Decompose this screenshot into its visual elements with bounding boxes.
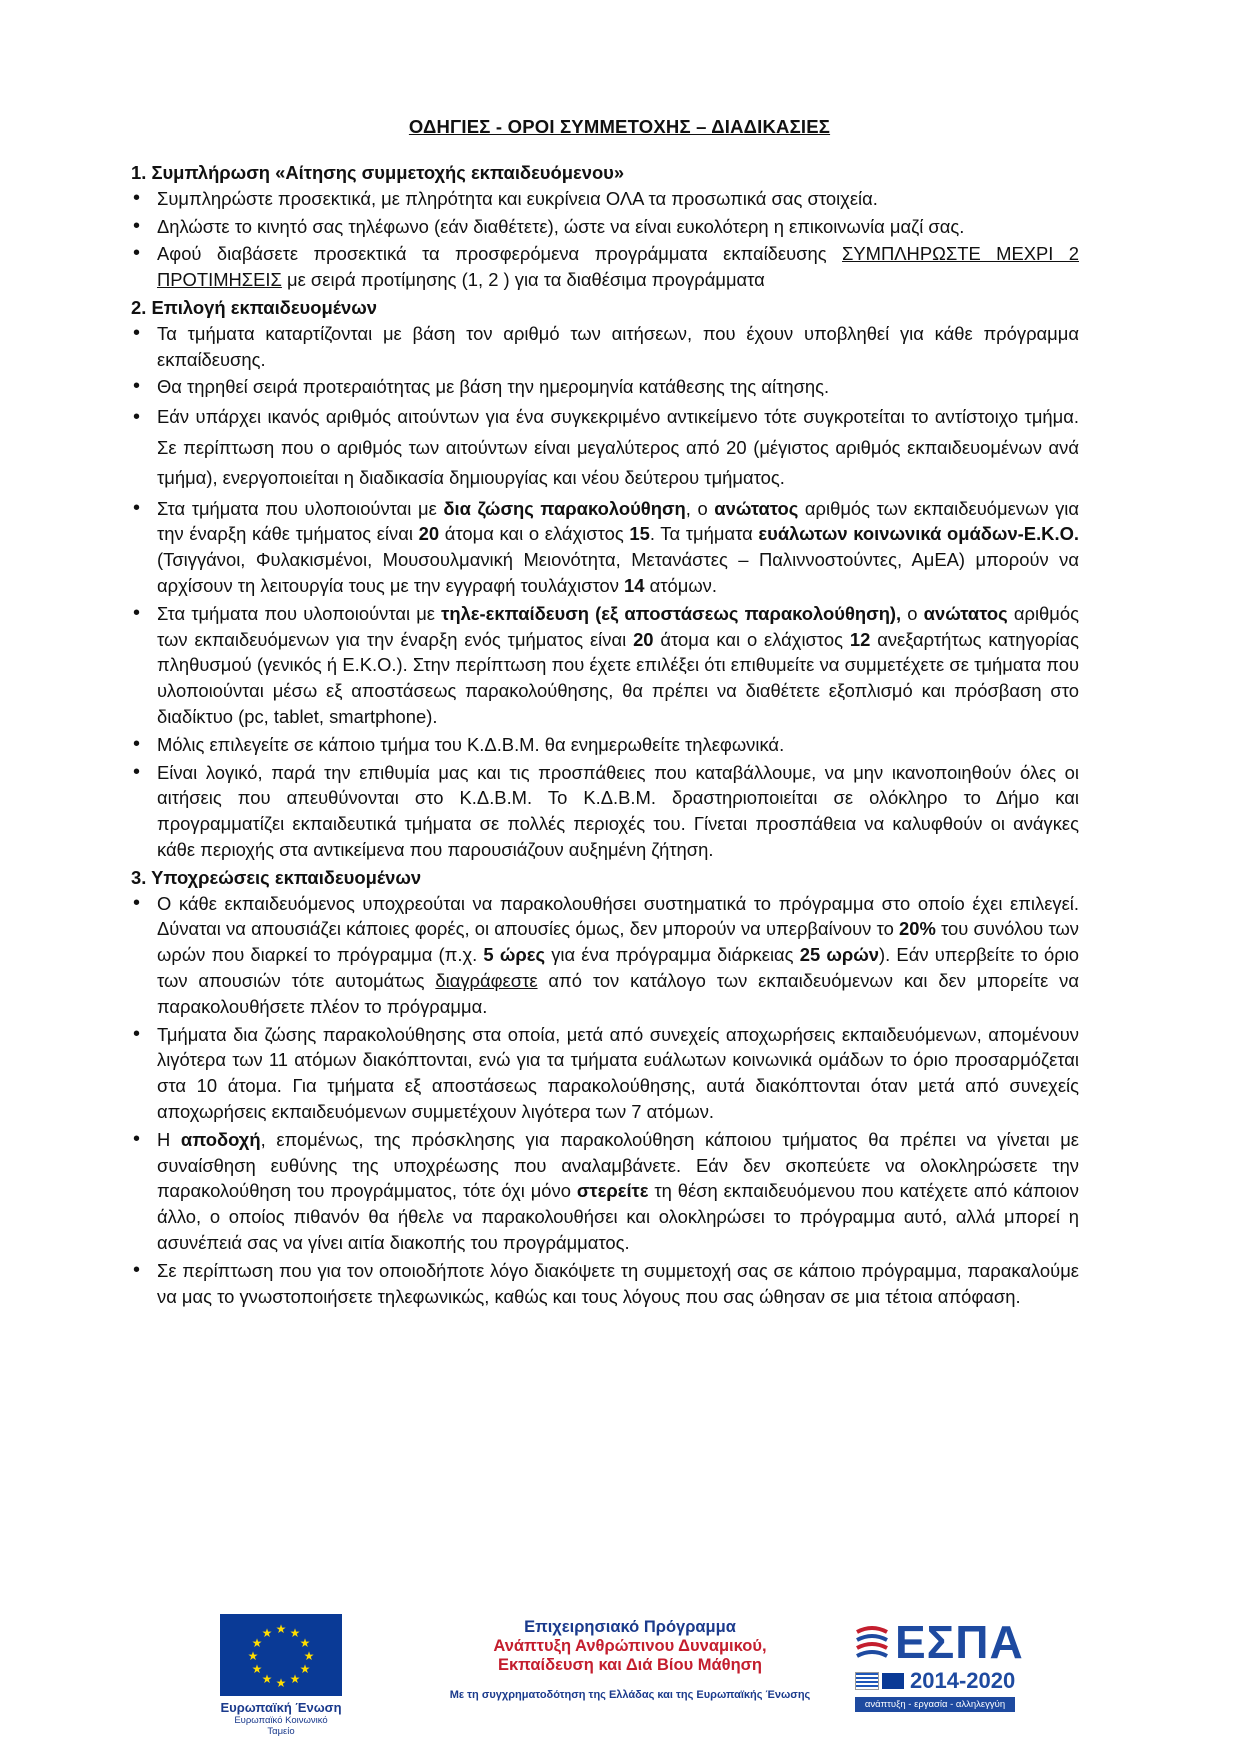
op-cofunding-note: Με τη συγχρηματοδότηση της Ελλάδας και της Ευρωπαϊκής Ένωσης <box>449 1689 811 1701</box>
greek-flag-icon <box>855 1672 879 1690</box>
svg-text:★: ★ <box>299 1636 311 1650</box>
list-item: • Ο κάθε εκπαιδευόμενος υποχρεούται να παρακολουθήσει συστηματικά το πρόγραμμα στο οποίο έχει επιλεγεί. Δύναται να απουσιάζει κάποιες φορές, οι απουσίες όμως, δεν μπορούν να υπερβαίνουν το 20% του συνόλου των ωρών που διαρκεί το πρόγραμμα (π.χ. 5 ώρες για ένα πρόγραμμα διάρκειας 25 ωρών). Εάν υπερβείτε το όριο των απουσιών τότε αυτομάτως διαγράφεστε από τον κατάλογο των εκπαιδευόμενων και δεν μπορείτε να παρακολουθήσετε πλέον το πρόγραμμα. <box>131 891 1079 1020</box>
op-line-1: Επιχειρησιακό Πρόγραμμα <box>524 1618 736 1636</box>
svg-text:★: ★ <box>275 1622 287 1636</box>
espa-tagline: ανάπτυξη - εργασία - αλληλεγγύη <box>855 1697 1015 1712</box>
espa-logo <box>855 1618 1025 1712</box>
svg-text:★: ★ <box>303 1649 315 1663</box>
list-item: • Στα τμήματα που υλοποιούνται με δια ζώσης παρακολούθηση, ο ανώτατος αριθμός των εκπαιδευόμενων για την έναρξη κάθε τμήματος είναι 20 άτομα και ο ελάχιστος 15. Τα τμήματα ευάλωτων κοινωνικά ομάδων-Ε.Κ.Ο. (Τσιγγάνοι, Φυλακισμένοι, Μουσουλμανική Μειονότητα, Μετανάστες – Παλιννοστούντες, ΑμΕΑ) μπορούν να αρχίσουν τη λειτουργία τους με την εγγραφή τουλάχιστον 14 ατόμων. <box>131 496 1079 599</box>
svg-text:★: ★ <box>289 1626 301 1640</box>
svg-text:★: ★ <box>299 1662 311 1676</box>
section-3-heading: 3. Υποχρεώσεις εκπαιδευομένων <box>131 866 422 888</box>
document-body <box>131 160 1079 1311</box>
svg-text:★: ★ <box>251 1662 263 1676</box>
underlined-text: διαγράφεστε <box>435 970 538 992</box>
svg-text:★: ★ <box>275 1676 287 1690</box>
section-1-heading: 1. Συμπλήρωση «Αίτησης συμμετοχής εκπαιδευόμενου» <box>131 162 625 183</box>
espa-years: 2014-2020 <box>910 1668 1016 1693</box>
page-title: ΟΔΗΓΙΕΣ - ΟΡΟΙ ΣΥΜΜΕΤΟΧΗΣ – ΔΙΑΔΙΚΑΣΙΕΣ <box>408 116 831 137</box>
espa-word: ΕΣΠΑ <box>895 1616 1024 1668</box>
footer-logos <box>0 1614 1239 1744</box>
list-item: • Η αποδοχή, επομένως, της πρόσκλησης για παρακολούθηση κάποιου τμήματος θα πρέπει να γίνεται με συναίσθηση ευθύνης της υποχρέωσης που αναλαμβάνετε. Εάν δεν σκοπεύετε να ολοκληρώσετε την παρακολούθηση του προγράμματος, τότε όχι μόνο στερείτε τη θέση εκπαιδευόμενου που κατέχετε από κάποιον άλλο, ο οποίος πιθανόν θα ήθελε να παρακολουθήσει και ολοκληρώσει το πρόγραμμα αυτό, αλλά μπορεί η ασυνέπειά σας να γίνει αιτία διακοπής του προγράμματος. <box>131 1127 1079 1256</box>
eu-flag-small-icon <box>882 1673 904 1689</box>
eu-logo <box>220 1614 342 1737</box>
svg-text:★: ★ <box>261 1672 273 1686</box>
section-1-list <box>131 186 1079 293</box>
operational-programme-logo <box>430 1618 830 1701</box>
list-item: • Στα τμήματα που υλοποιούνται με τηλε-εκπαίδευση (εξ αποστάσεως παρακολούθηση), ο ανώτατος αριθμός των εκπαιδευόμενων για την έναρξη ενός τμήματος είναι 20 άτομα και ο ελάχιστος 12 ανεξαρτήτως κατηγορίας πληθυσμού (γενικός ή Ε.Κ.Ο.). Στην περίπτωση που έχετε επιλέξει ότι επιθυμείτε να συμμετέχετε σε τμήματα που υλοποιούνται μέσω εξ αποστάσεως παρακολούθησης, θα πρέπει να διαθέτετε εξοπλισμό και πρόσβαση στο διαδίκτυο (pc, tablet, smartphone). <box>131 601 1079 730</box>
svg-text:★: ★ <box>251 1636 263 1650</box>
eu-flag-icon <box>220 1614 342 1696</box>
svg-text:★: ★ <box>289 1672 301 1686</box>
section-3-list <box>131 891 1079 1310</box>
list-item: • Σε περίπτωση που για τον οποιοδήποτε λόγο διακόψετε τη συμμετοχή σας σε κάποιο πρόγραμμα, παρακαλούμε να μας το γνωστοποιήσετε τηλεφωνικώς, καθώς και τους λόγους που σας ώθησαν σε μια τέτοια απόφαση. <box>131 1258 1079 1310</box>
eu-name: Ευρωπαϊκή Ένωση <box>220 1700 342 1715</box>
list-item: • Τα τμήματα καταρτίζονται με βάση τον αριθμό των αιτήσεων, που έχουν υποβληθεί για κάθε πρόγραμμα εκπαίδευσης. <box>131 321 1079 373</box>
eu-subtitle: Ευρωπαϊκό Κοινωνικό Ταμείο <box>234 1715 328 1737</box>
svg-text:★: ★ <box>247 1649 259 1663</box>
section-2-heading: 2. Επιλογή εκπαιδευομένων <box>131 296 378 318</box>
op-line-2: Ανάπτυξη Ανθρώπινου Δυναμικού, <box>493 1637 767 1655</box>
list-item: • Τμήματα δια ζώσης παρακολούθησης στα οποία, μετά από συνεχείς αποχωρήσεις εκπαιδευόμενων, απομένουν λιγότερα των 11 ατόμων διακόπτονται, ενώ για τα τμήματα ευάλωτων κοινωνικά ομάδων το όριο προσαρμόζεται στα 10 άτομα. Για τμήματα εξ αποστάσεως παρακολούθησης, αυτά διακόπτονται όταν μετά από συνεχείς αποχωρήσεις εκπαιδευόμενων συμμετέχουν λιγότερα των 7 ατόμων. <box>131 1022 1079 1125</box>
list-item: • Συμπληρώστε προσεκτικά, με πληρότητα και ευκρίνεια ΟΛΑ τα προσωπικά σας στοιχεία. <box>131 186 1079 212</box>
section-2-list <box>131 321 1079 863</box>
svg-text:★: ★ <box>261 1626 273 1640</box>
espa-stripes-icon <box>855 1622 889 1662</box>
list-item: • Δηλώστε το κινητό σας τηλέφωνο (εάν διαθέτετε), ώστε να είναι ευκολότερη η επικοινωνία μαζί σας. <box>131 214 1079 240</box>
list-item: • Είναι λογικό, παρά την επιθυμία μας και τις προσπάθειες που καταβάλλουμε, να μην ικανοποιηθούν όλες οι αιτήσεις που απευθύνονται στο Κ.Δ.Β.Μ. Το Κ.Δ.Β.Μ. δραστηριοποιείται σε ολόκληρο το Δήμο και προγραμματίζει εκπαιδευτικά τμήματα σε πολλές περιοχές του. Γίνεται προσπάθεια να καλυφθούν οι ανάγκες κάθε περιοχής στα αντικείμενα που παρουσιάζουν αυξημένη ζήτηση. <box>131 760 1079 863</box>
list-item: • Μόλις επιλεγείτε σε κάποιο τμήμα του Κ.Δ.Β.Μ. θα ενημερωθείτε τηλεφωνικά. <box>131 732 1079 758</box>
list-item: • Εάν υπάρχει ικανός αριθμός αιτούντων για ένα συγκεκριμένο αντικείμενο τότε συγκροτείται το αντίστοιχο τμήμα. Σε περίπτωση που ο αριθμός των αιτούντων είναι μεγαλύτερος από 20 (μέγιστος αριθμός εκπαιδευομένων ανά τμήμα), ενεργοποιείται η διαδικασία δημιουργίας και νέου δεύτερου τμήματος. <box>131 402 1079 494</box>
list-item: • Θα τηρηθεί σειρά προτεραιότητας με βάση την ημερομηνία κατάθεσης της αίτησης. <box>131 374 1079 400</box>
list-item: • Αφού διαβάσετε προσεκτικά τα προσφερόμενα προγράμματα εκπαίδευσης ΣΥΜΠΛΗΡΩΣΤΕ ΜΕΧΡΙ 2 ΠΡΟΤΙΜΗΣΕΙΣ με σειρά προτίμησης (1, 2 ) για τα διαθέσιμα προγράμματα <box>131 241 1079 293</box>
underlined-text: ΣΥΜΠΛΗΡΩΣΤΕ ΜΕΧΡΙ 2 ΠΡΟΤΙΜΗΣΕΙΣ <box>157 243 1079 291</box>
op-line-3: Εκπαίδευση και Διά Βίου Μάθηση <box>497 1656 763 1674</box>
